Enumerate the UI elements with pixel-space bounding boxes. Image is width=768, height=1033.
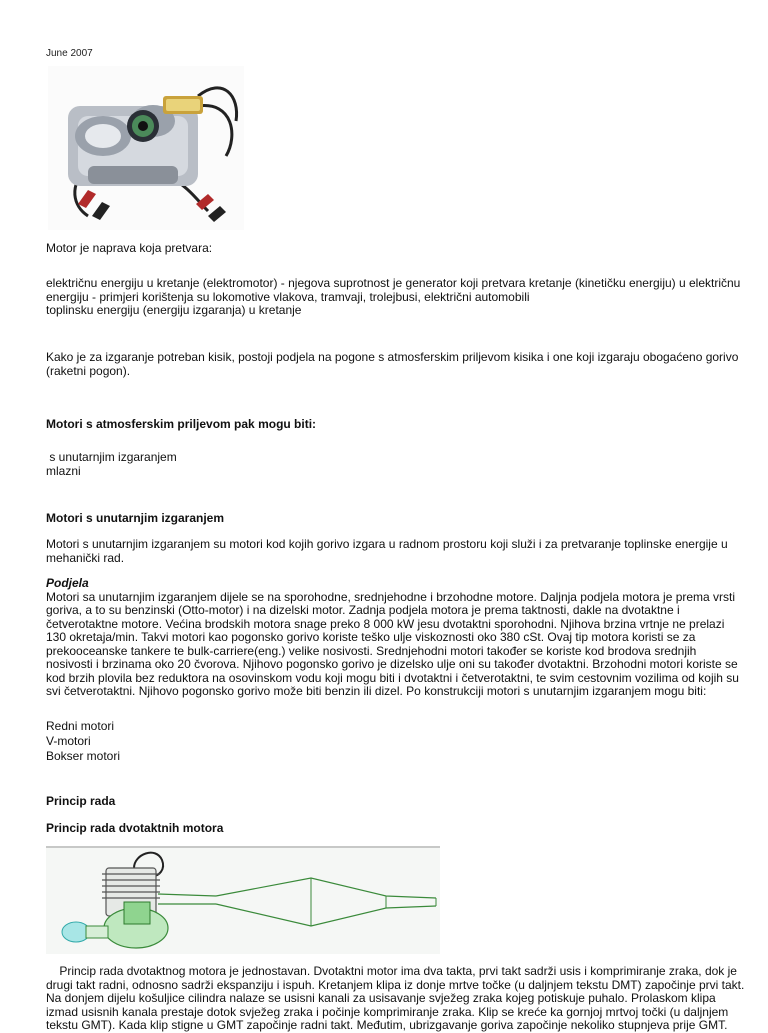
list-item: Bokser motori — [46, 749, 121, 763]
internal-combustion-heading: Motori s unutarnjim izgaranjem — [46, 511, 225, 525]
list-item: s unutarnjim izgaranjem — [46, 450, 177, 464]
list-item: energiju - primjeri korištenja su lokomotive vlakova, tramvaji, trolejbusi, električni automobili — [46, 289, 530, 304]
paragraph-line: Na donjem dijelu košuljice cilindra nalaze se usisni kanali za usisavanje svježeg zraka kojeg potiskuje puhalo. Prolaskom klipa — [46, 991, 716, 1005]
classification-subheading: Podjela — [46, 576, 89, 590]
paragraph-line: Motori sa unutarnjim izgaranjem dijele se na sporohodne, srednjehodne i brzohodne motore. Daljnja podjela motora je prema vrsti — [46, 589, 736, 604]
paragraph-line: drugi takt radni, odnosno sadrži ekspanziju i ispuh. Kretanjem klipa iz donje mrtve točke (u daljnjem tekstu DMT) započinje prvi takt. — [46, 977, 745, 992]
list-item: mlazni — [46, 463, 81, 478]
list-item: Redni motori — [46, 719, 115, 733]
motor-definition: Motor je naprava koja pretvara: — [46, 241, 213, 255]
classification-section — [46, 576, 739, 699]
paragraph-line: nosivosti i brzinama oko 20 čvorova. Njihovo pogonsko gorivo je dizelsko ulje oni su također dvotaktni. Brzohodni motori koriste se — [46, 657, 738, 671]
motor-types-list — [46, 276, 741, 318]
paragraph-line: četverotaktne motore. Većina brodskih motora snage preko 8 000 kW jesu dvotaktni sporohodni. Njihova brzina vrtnje ne prelazi — [46, 616, 725, 631]
paragraph-line: izmad usisnih kanala prestaje dotok svježeg zraka i počinje komprimiranje zraka. Klip se kreće ka gornjoj mrtvoj točki (u daljnjem — [46, 1004, 729, 1019]
paragraph-line: Motori s unutarnjim izgaranjem su motori kod kojih gorivo izgara u radnom prostoru koji služi i za pretvaranje toplinske energije u — [46, 537, 728, 551]
two-stroke-engine-diagram — [46, 846, 440, 954]
paragraph-line: Princip rada dvotaktnog motora je jednostavan. Dvotaktni motor ima dva takta, prvi takt sadrži usis i komprimiranje zraka, dok je — [46, 964, 737, 978]
paragraph-line: tekstu GMT). Kada klip stigne u GMT započinje radni takt. Međutim, ubrizgavanje goriva započinje nekoliko stupnjeva prije GMT. — [46, 1018, 728, 1032]
two-stroke-heading: Princip rada dvotaktnih motora — [46, 821, 224, 835]
principle-heading: Princip rada — [46, 794, 116, 808]
atmospheric-heading: Motori s atmosferskim priljevom pak mogu biti: — [46, 417, 317, 431]
paragraph-line: kod brzih plovila bez reduktora na osovinskom vodu koji mogu biti i dvotaktni i četverotaktni, te svim cestovnim vozilima od kojih su — [46, 670, 739, 685]
list-item: električnu energiju u kretanje (elektromotor) - njegova suprotnost je generator koji pretvara kretanje (kinetičku energiju) u električnu — [46, 276, 741, 290]
list-item: V-motori — [46, 734, 91, 748]
paragraph-line: mehanički rad. — [46, 550, 125, 565]
list-item: toplinsku energiju (energiju izgaranja) u kretanje — [46, 303, 302, 317]
paragraph-line: (raketni pogon). — [46, 363, 131, 378]
oxygen-paragraph — [46, 350, 739, 378]
paragraph-line: 130 okretaja/min. Takvi motori kao pogonsko gorivo koriste teško ulje viskoznosti oko 380 cSt. Ovaj tip motora koristi se za — [46, 630, 696, 644]
paragraph-line: goriva, a to su benzinski (Otto-motor) i na dizelski motor. Zadnja podjela motora je prema taktnosti, dakle na dvotaktne i — [46, 603, 680, 617]
atmospheric-list — [46, 451, 726, 478]
construction-types-list — [46, 719, 726, 764]
paragraph-line: svi četverotaktni. Njihovo pogonsko gorivo može biti benzin ili dizel. Po konstrukciji motori s unutarnjim izgaranjem mogu biti: — [46, 684, 707, 698]
engine-photo — [48, 66, 244, 230]
paragraph-line: prekooceanske tankere te bulk-carriere(eng.) velike nosivosti. Srednjehodni motori također se koriste kod brodova srednjih — [46, 643, 697, 658]
internal-definition — [46, 538, 726, 565]
paragraph-line: Kako je za izgaranje potreban kisik, postoji podjela na pogone s atmosferskim priljevom kisika i one koji izgaraju obogaćeno gorivo — [46, 350, 739, 364]
document-date: June 2007 — [46, 48, 93, 59]
two-stroke-paragraph — [46, 964, 745, 1033]
